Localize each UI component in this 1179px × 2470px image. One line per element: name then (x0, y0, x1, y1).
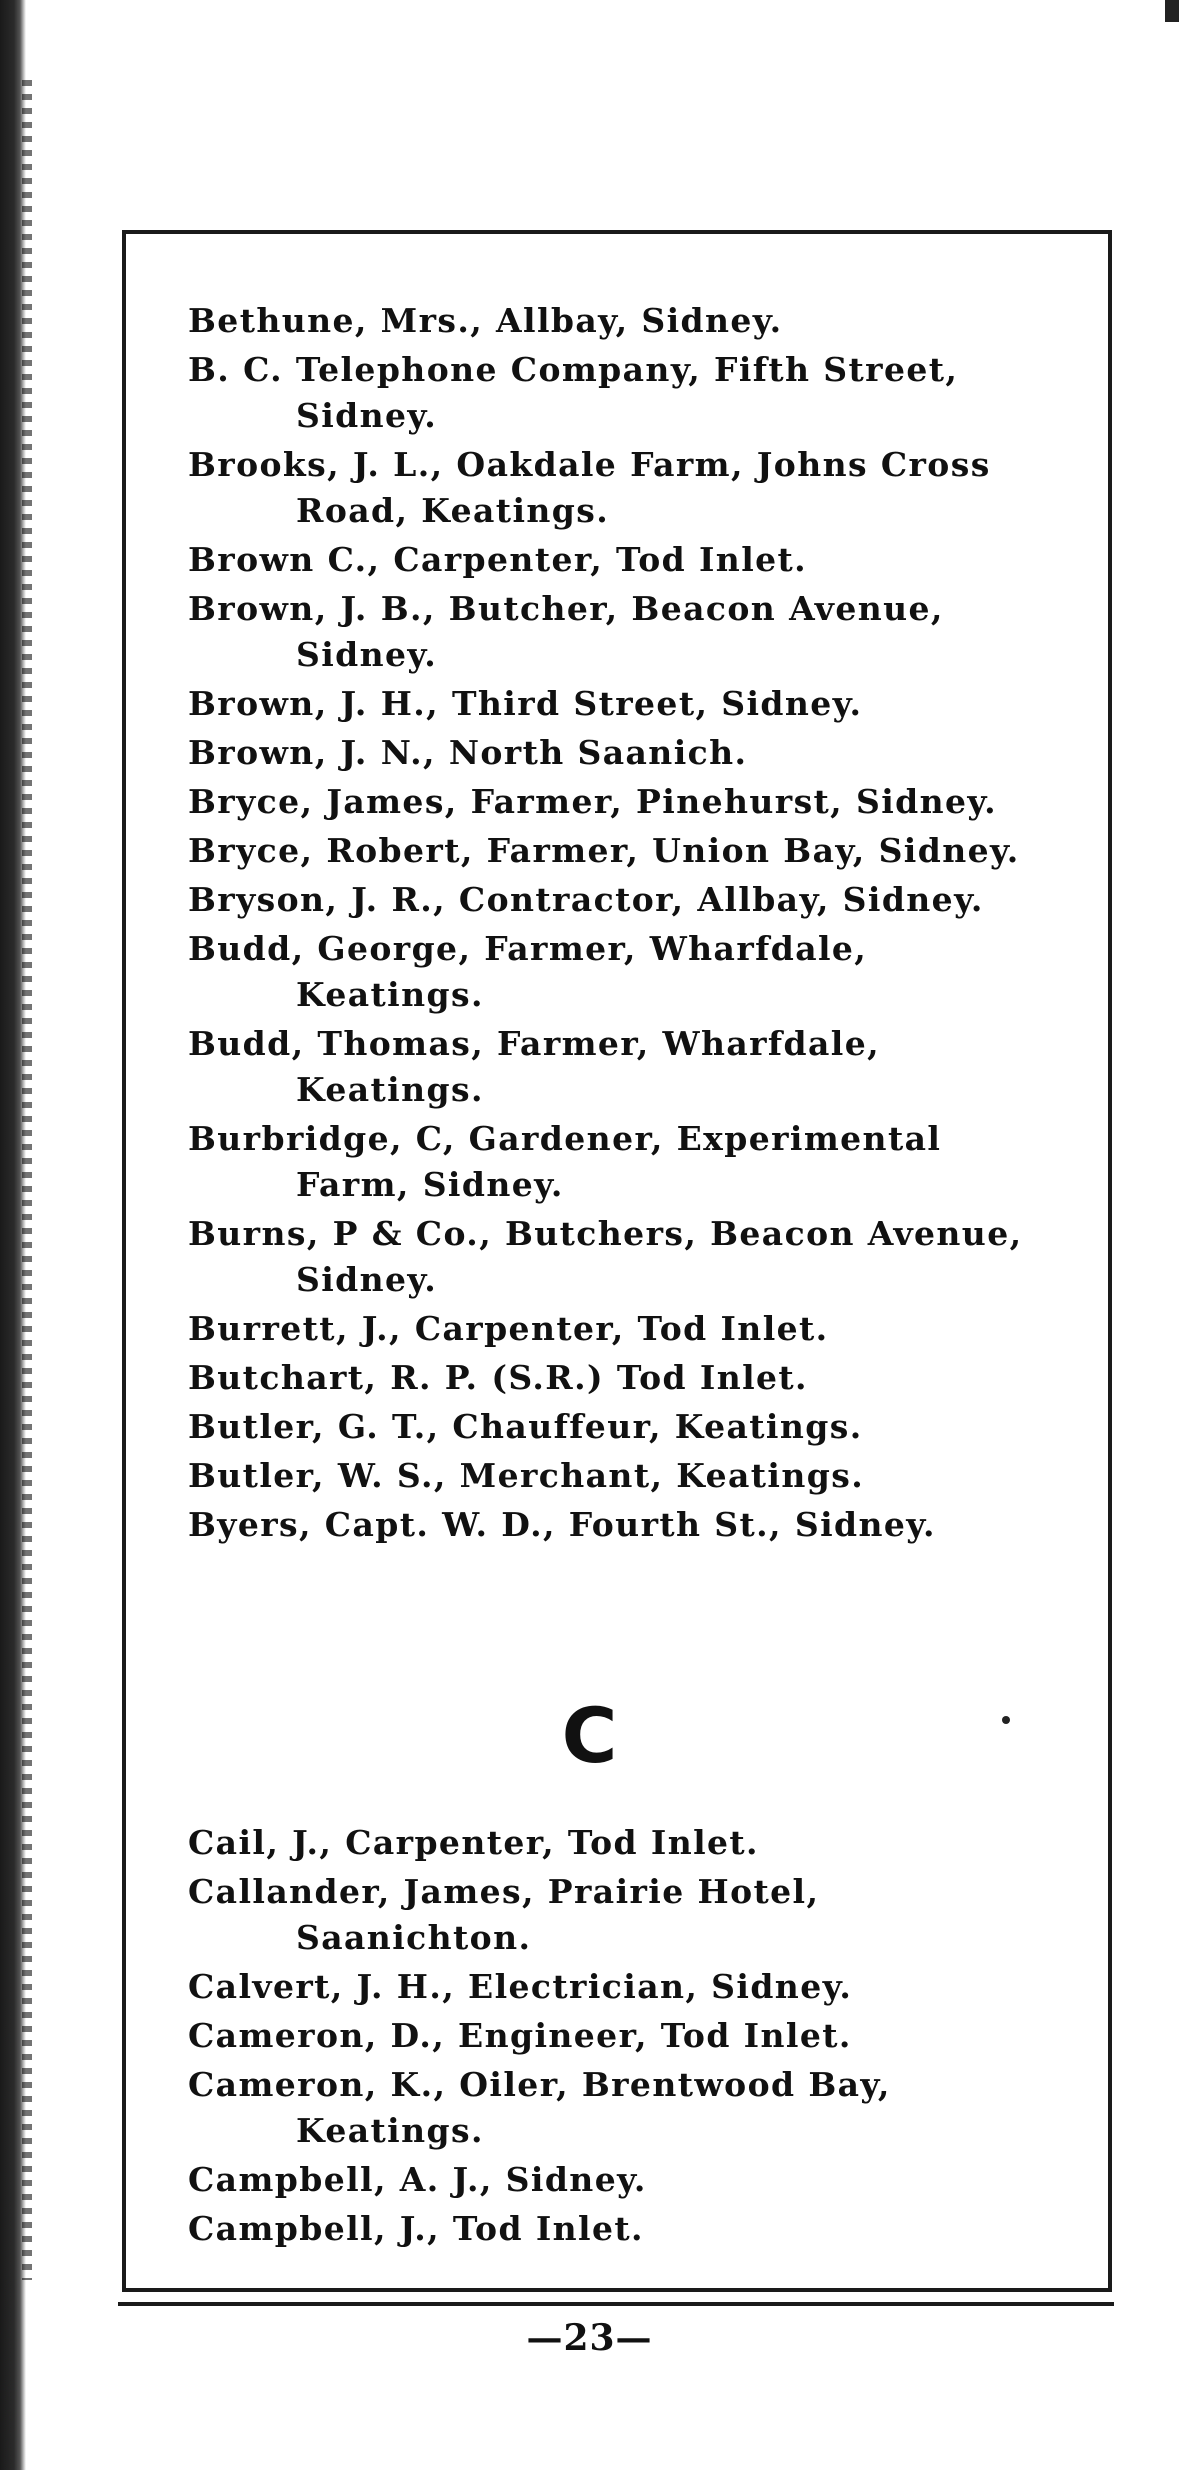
directory-entry: Brown, J. B., Butcher, Beacon Avenue, Sidney. (188, 589, 944, 674)
directory-entry: Brown C., Carpenter, Tod Inlet. (188, 540, 808, 579)
binding-edge (0, 0, 26, 2470)
directory-entry: Calvert, J. H., Electrician, Sidney. (188, 1967, 853, 2006)
directory-entry: Campbell, J., Tod Inlet. (188, 2209, 644, 2248)
directory-entry: Bryson, J. R., Contractor, Allbay, Sidney. (188, 880, 984, 919)
directory-entry: Brown, J. N., North Saanich. (188, 733, 748, 772)
directory-list-c (188, 1820, 1058, 2255)
directory-entry: Callander, James, Prairie Hotel, Saanichton. (188, 1872, 820, 1957)
directory-entry: Byers, Capt. W. D., Fourth St., Sidney. (188, 1505, 936, 1544)
directory-entry: Brown, J. H., Third Street, Sidney. (188, 684, 863, 723)
directory-entry: Brooks, J. L., Oakdale Farm, Johns Cross Road, Keatings. (188, 445, 991, 530)
print-speck (1002, 1716, 1010, 1724)
directory-entry: Bryce, James, Farmer, Pinehurst, Sidney. (188, 782, 998, 821)
directory-entry: Cameron, K., Oiler, Brentwood Bay, Keatings. (188, 2065, 891, 2150)
directory-entry: Butchart, R. P. (S.R.) Tod Inlet. (188, 1358, 808, 1397)
directory-entry: Burns, P & Co., Butchers, Beacon Avenue, Sidney. (188, 1214, 1023, 1299)
directory-entry: B. C. Telephone Company, Fifth Street, Sidney. (188, 350, 959, 435)
directory-entry: Burrett, J., Carpenter, Tod Inlet. (188, 1309, 829, 1348)
directory-entry: Budd, Thomas, Farmer, Wharfdale, Keatings. (188, 1024, 880, 1109)
directory-entry: Bethune, Mrs., Allbay, Sidney. (188, 301, 783, 340)
directory-entry: Budd, George, Farmer, Wharfdale, Keatings. (188, 929, 868, 1014)
page-number: —23— (526, 2317, 653, 2359)
directory-entry: Butler, W. S., Merchant, Keatings. (188, 1456, 865, 1495)
directory-entry: Bryce, Robert, Farmer, Union Bay, Sidney. (188, 831, 1020, 870)
directory-entry: Cail, J., Carpenter, Tod Inlet. (188, 1823, 759, 1862)
corner-mark (1165, 0, 1179, 22)
section-heading-c: C (561, 1691, 618, 1780)
directory-list-b (188, 298, 1058, 1551)
directory-entry: Campbell, A. J., Sidney. (188, 2160, 647, 2199)
bottom-rule (118, 2302, 1114, 2306)
directory-entry: Burbridge, C, Gardener, Experimental Farm, Sidney. (188, 1119, 942, 1204)
directory-entry: Butler, G. T., Chauffeur, Keatings. (188, 1407, 863, 1446)
directory-entry: Cameron, D., Engineer, Tod Inlet. (188, 2016, 852, 2055)
